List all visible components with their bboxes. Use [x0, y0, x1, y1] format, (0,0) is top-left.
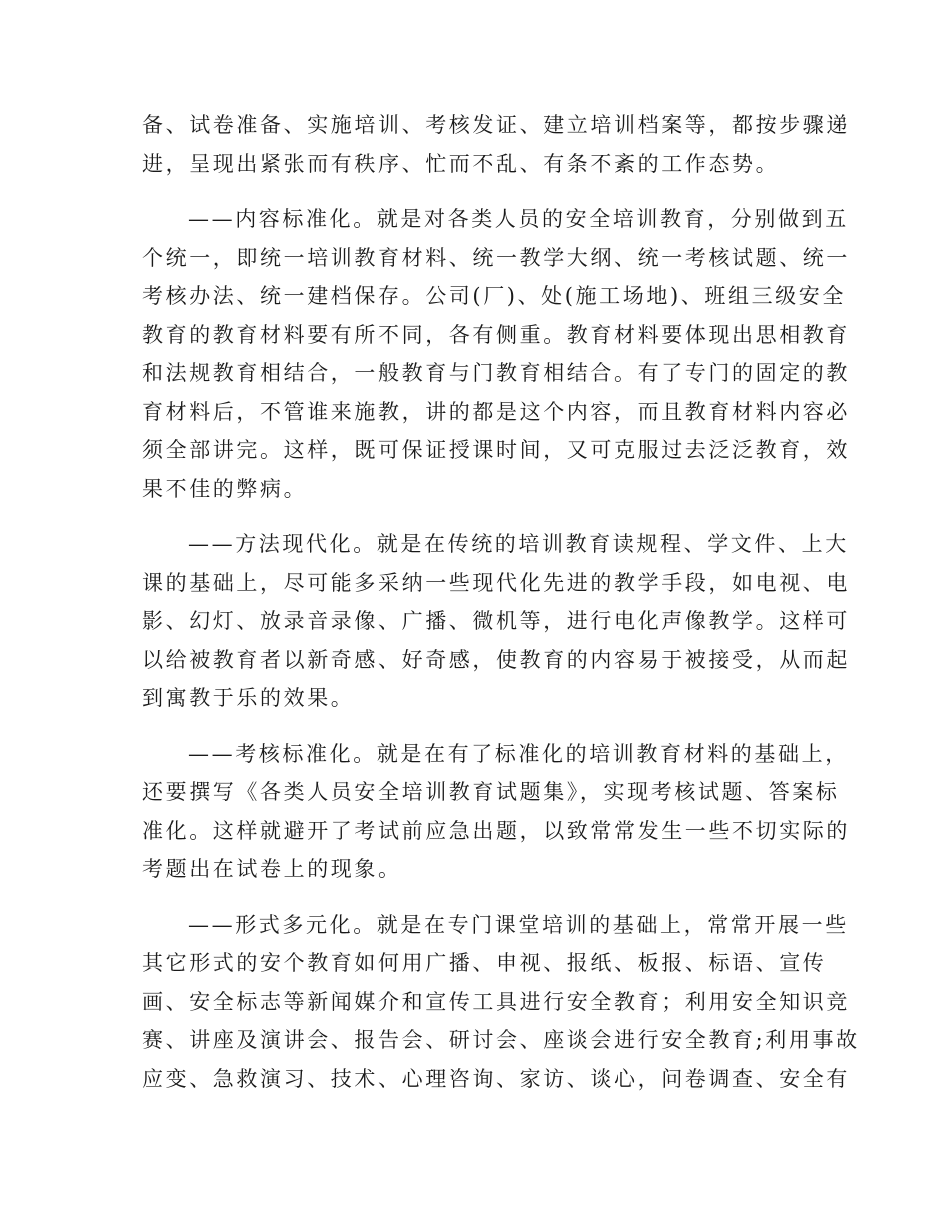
text-line: 个统一，即统一培训教育材料、统一教学大纲、统一考核试题、统一: [142, 245, 850, 270]
text-line: 育材料后，不管谁来施教，讲的都是这个内容，而且教育材料内容必: [142, 399, 850, 424]
text-line: ——考核标准化。就是在有了标准化的培训教育材料的基础上，: [188, 741, 849, 766]
text-line: 备、试卷准备、实施培训、考核发证、建立培训档案等，都按步骤递: [142, 113, 850, 137]
text-line: 进，呈现出紧张而有秩序、忙而不乱、有条不紊的工作态势。: [142, 151, 780, 176]
document-body: [142, 106, 860, 1115]
paragraph-form-diversification: [142, 906, 860, 1099]
paragraph-content-standardization: [142, 200, 850, 508]
text-line: 课的基础上，尽可能多采纳一些现代化先进的教学手段，如电视、电: [142, 570, 850, 595]
text-line: ——方法现代化。就是在传统的培训教育读规程、学文件、上大: [188, 532, 849, 556]
text-line: 考题出在试卷上的现象。: [142, 857, 402, 881]
text-line: 教育的教育材料要有所不同，各有侧重。教育材料要体现出思相教育: [142, 322, 850, 347]
text-line: 其它形式的安个教育如何用广播、申视、报纸、板报、标语、宣传: [142, 951, 827, 975]
paragraph-assessment-standardization: [142, 735, 850, 889]
text-line: 准化。这样就避开了考试前应急出题，以致常常发生一些不切实际的: [142, 818, 850, 843]
paragraph-method-modernization: [142, 525, 850, 718]
text-line: 以给被教育者以新奇感、好奇感，使教育的内容易于被接受，从而起: [142, 647, 850, 672]
text-line: 果不佳的弊病。: [142, 476, 308, 501]
paragraph-continuation: [142, 106, 850, 183]
text-line: 和法规教育相结合，一般教育与门教育相结合。有了专门的固定的教: [142, 361, 850, 385]
text-line: 还要撰写《各类人员安全培训教育试题集》，实现考核试题、答案标: [142, 780, 840, 804]
text-line: 影、幻灯、放录音录像、广播、微机等，进行电化声像教学。这样可: [142, 609, 850, 633]
text-line: 画、安全标志等新闻媒介和宣传工具进行安全教育；利用安全知识竞: [142, 989, 850, 1014]
text-line: ——内容标准化。就是对各类人员的安全培训教育，分别做到五: [188, 207, 849, 231]
text-line: 赛、讲座及演讲会、报告会、研讨会、座谈会进行安全教育;利用事故: [142, 1028, 860, 1052]
text-line: ——形式多元化。就是在专门课堂培训的基础上，常常开展一些: [188, 912, 849, 937]
text-line: 考核办法、统一建档保存。公司(厂)、处(施工场地)、班组三级安全: [142, 284, 846, 308]
text-line: 须全部讲完。这样，既可保证授课时间，又可克服过去泛泛教育，效: [142, 438, 850, 462]
text-line: 应变、急救演习、技术、心理咨询、家访、谈心，问卷调查、安全有: [142, 1066, 850, 1091]
text-line: 到寓教于乐的效果。: [142, 686, 355, 710]
